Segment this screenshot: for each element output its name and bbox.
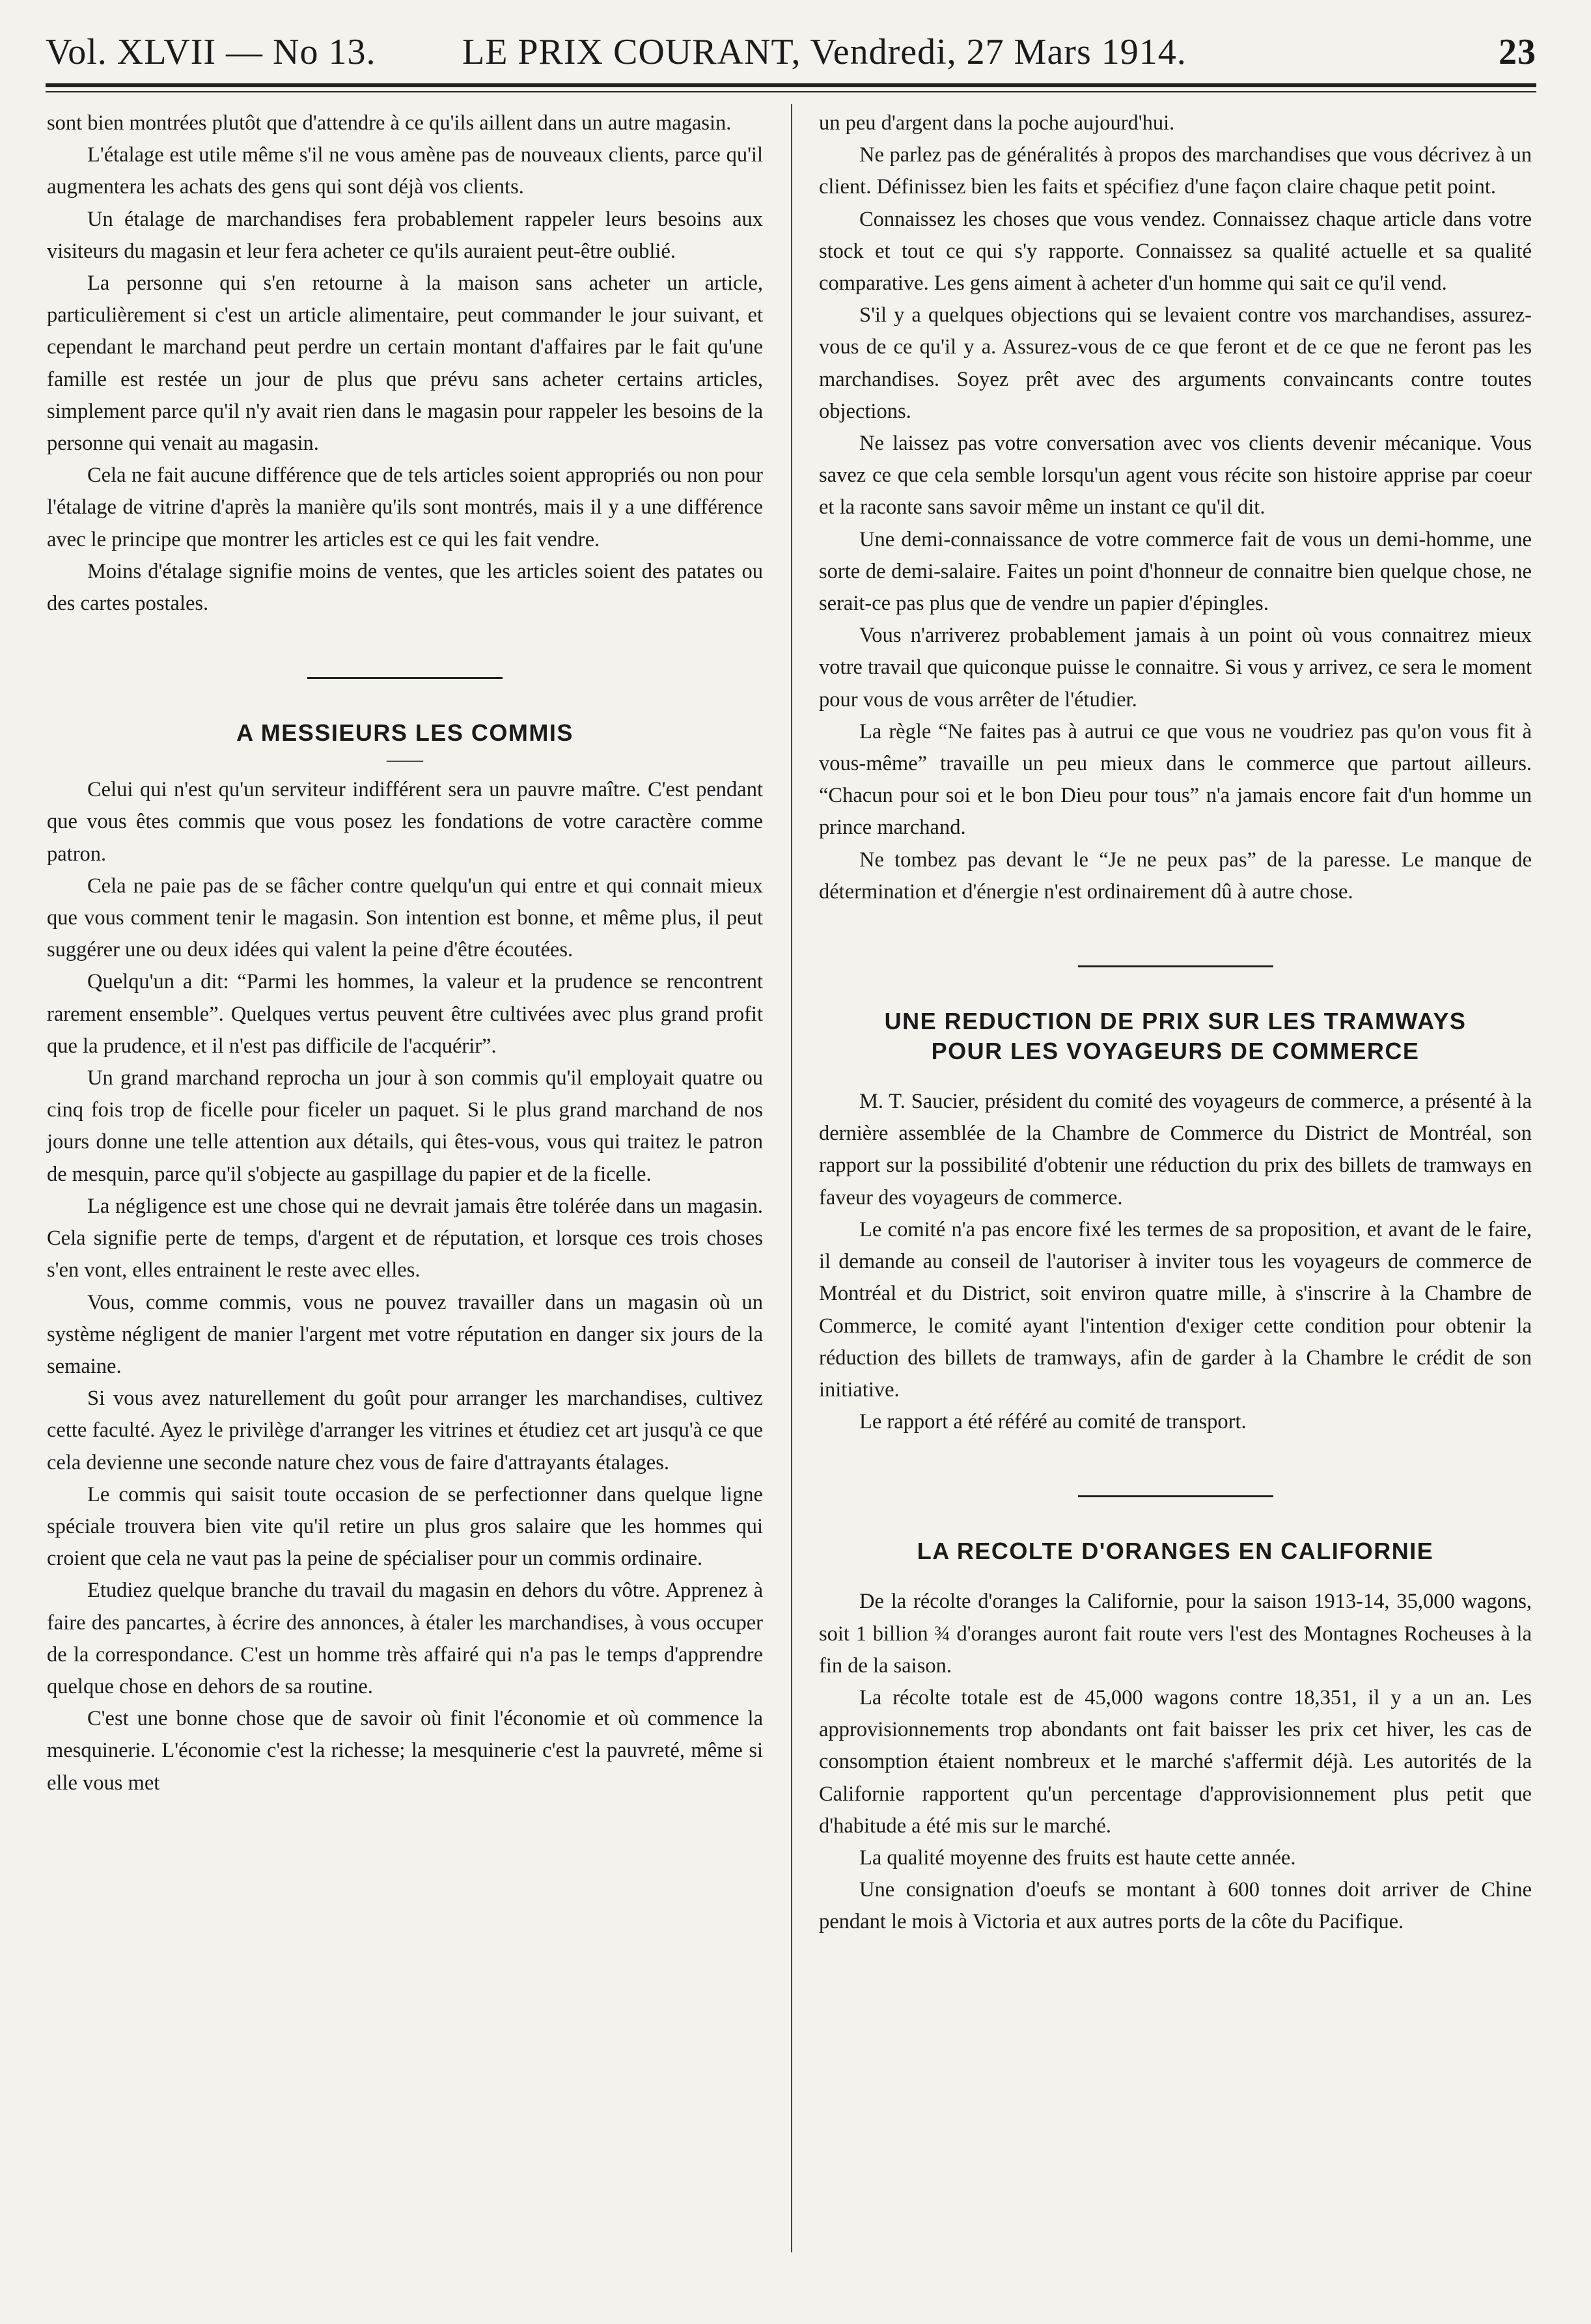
volume-number: Vol. XLVII — No 13. — [46, 32, 376, 72]
paragraph: Vous, comme commis, vous ne pouvez travailler dans un magasin où un système négligent de manier l'argent met votre réputation en danger six jours de la semaine. — [47, 1290, 763, 1378]
paragraph: Une consignation d'oeufs se montant à 600 tonnes doit arriver de Chine pendant le mois à Victoria et aux autres ports de la côte du Pacifique. — [819, 1878, 1532, 1934]
paragraph: Etudiez quelque branche du travail du magasin en dehors du vôtre. Apprenez à faire des pancartes, à écrire des annonces, à étaler les marchandises, à vous occuper de la correspondance. C'est un homme très affairé qui n'a pas le temps d'apprendre quelque chose en dehors de sa routine. — [47, 1579, 763, 1698]
paragraph: De la récolte d'oranges la Californie, pour la saison 1913-14, 35,000 wagons, soit 1 billion ¾ d'oranges auront fait route vers l'est des Montagnes Rocheuses à la fin de la saison. — [819, 1590, 1532, 1678]
paragraph: Celui qui n'est qu'un serviteur indifférent sera un pauvre maître. C'est pendant que vous êtes commis que vous posez les fondations de votre caractère comme patron. — [47, 778, 763, 866]
left-column — [47, 107, 763, 1799]
paragraph: Le rapport a été référé au comité de transport. — [859, 1410, 1247, 1434]
paragraph: Si vous avez naturellement du goût pour arranger les marchandises, cultivez cette faculté. Ayez le privilège d'arranger les vitrines et étudiez cet art jusqu'à ce que cela devienne une seconde nature chez vous de faire d'attrayants étalages. — [47, 1387, 763, 1474]
heading-spacer — [819, 1066, 1532, 1086]
section-separator — [307, 677, 503, 679]
paragraph: Moins d'étalage signifie moins de ventes, que les articles soient des patates ou des cartes postales. — [47, 559, 763, 616]
paragraph: Cela ne paie pas de se fâcher contre quelqu'un qui entre et qui connait mieux que vous comment tenir le magasin. Son intention est bonne, et même plus, il peut suggérer une ou deux idées qui valent la peine d'être écoutées. — [47, 874, 763, 962]
paragraph: Le comité n'a pas encore fixé les termes de sa proposition, et avant de le faire, il demande au conseil de l'autoriser à inviter tous les voyageurs de commerce de Montréal et du District, soit environ quatre mille, à s'inscrire à la Chambre de Commerce, le comité ayant l'intention d'exiger cette condition pour obtenir la réduction des billets de tramways, afin de garder à la Chambre le crédit de son initiative. — [819, 1217, 1532, 1402]
paragraph: La règle “Ne faites pas à autrui ce que vous ne voudriez pas qu'on vous fit à vous-même” travaille un peu mieux dans le commerce que partout ailleurs. “Chacun pour soi et le bon Dieu pour tous” n'a jamais encore fait d'un homme un prince marchand. — [819, 719, 1532, 840]
paragraph: Le commis qui saisit toute occasion de se perfectionner dans quelque ligne spéciale trouvera bien vite qu'il retire un plus gros salaire que les hommes qui croient que cela ne vaut pas la peine de spécialiser pour un commis ordinaire. — [47, 1482, 763, 1571]
paragraph: M. T. Saucier, président du comité des voyageurs de commerce, a présenté à la dernière assemblée de la Chambre de Commerce du District de Montréal, son rapport sur la possibilité d'obtenir une réduction du prix des billets de tramways en faveur des voyageurs de commerce. — [819, 1090, 1532, 1210]
paragraph: un peu d'argent dans la poche aujourd'hui. — [819, 111, 1175, 135]
paragraph: Ne laissez pas votre conversation avec vos clients devenir mécanique. Vous savez ce que cela semble lorsqu'un agent vous récite son histoire apprise par coeur et la raconte sans savoir même un instant ce qu'il dit. — [819, 432, 1532, 519]
paragraph: S'il y a quelques objections qui se levaient contre vos marchandises, assurez-vous de ce qu'il y a. Assurez-vous de ce que feront et de ce que ne feront pas les marchandises. Soyez prêt avec des arguments convaincants contre toutes objections. — [819, 303, 1532, 423]
article-heading-line: UNE REDUCTION DE PRIX SUR LES TRAMWAYS — [884, 1008, 1467, 1035]
heading-spacer — [819, 1566, 1532, 1586]
paragraph: La négligence est une chose qui ne devrait jamais être tolérée dans un magasin. Cela signifie perte de temps, d'argent et de réputation, et lorsque ces trois choses s'en vont, elles entrainent le reste avec elles. — [47, 1194, 763, 1282]
paragraph: Connaissez les choses que vous vendez. Connaissez chaque article dans votre stock et tout ce qui s'y rapporte. Connaissez sa qualité actuelle et sa qualité comparative. Les gens aiment à acheter d'un homme qui sait ce qu'il vend. — [819, 207, 1532, 296]
article-heading: LA RECOLTE D'ORANGES EN CALIFORNIE — [917, 1538, 1434, 1565]
paragraph: Un grand marchand reprocha un jour à son commis qu'il employait quatre ou cinq fois trop de ficelle pour ficeler un paquet. Si le plus grand marchand de nos jours donne une telle attention aux détails, qui êtes-vous, vous qui traitez le patron de mesquin, parce qu'il s'objecte au gaspillage du papier et de la ficelle. — [47, 1066, 763, 1186]
paragraph: Vous n'arriverez probablement jamais à un point où vous connaitrez mieux votre travail que quiconque puisse le connaitre. Si vous y arrivez, ce sera le moment pour vous de vous arrêter de l'étudier. — [819, 624, 1532, 712]
paragraph: L'étalage est utile même s'il ne vous amène pas de nouveaux clients, parce qu'il augmentera les achats des gens qui sont déjà vos clients. — [47, 143, 763, 199]
masthead-title: LE PRIX COURANT, Vendredi, 27 Mars 1914. — [462, 32, 1187, 72]
header-rule-thin — [46, 91, 1536, 92]
page-header — [46, 26, 1536, 78]
column-divider — [791, 104, 792, 2252]
article-heading: A MESSIEURS LES COMMIS — [236, 719, 574, 747]
paragraph: Une demi-connaissance de votre commerce fait de vous un demi-homme, une sorte de demi-salaire. Faites un point d'honneur de connaitre bien quelque chose, ne serait-ce pas plus que de vendre un papier d'épingles. — [819, 527, 1532, 616]
paragraph: sont bien montrées plutôt que d'attendre à ce qu'ils aillent dans un autre magasin. — [47, 111, 732, 135]
paragraph: La récolte totale est de 45,000 wagons contre 18,351, il y a un an. Les approvisionnements trop abondants ont fait baisser les prix cet hiver, les cas de consomption étaient nombreux et le marché s'affermit déjà. Les autorités de la Californie rapportent qu'un percentage d'approvisionnement plus petit que d'habitude a été mis sur le marché. — [819, 1685, 1532, 1838]
paragraph: La personne qui s'en retourne à la maison sans acheter un article, particulièrement si c'est un article alimentaire, peut commander le jour suivant, et cependant le marchand peut perdre un certain montant d'affaires par le fait qu'une famille est restée un jour de plus que prévu sans acheter certains articles, simplement parce qu'il n'y avait rien dans le magasin pour rappeler les besoins de la personne qui venait au magasin. — [47, 271, 763, 456]
paragraph: Ne tombez pas devant le “Je ne peux pas” de la paresse. Le manque de détermination et d'énergie n'est ordinairement dû à autre chose. — [819, 848, 1532, 904]
right-column — [819, 107, 1532, 1939]
paragraph: Quelqu'un a dit: “Parmi les hommes, la valeur et la prudence se rencontrent rarement ensemble”. Quelques vertus peuvent être cultivées avec plus grand profit que la prudence, et il n'est pas difficile de l'acquérir”. — [47, 970, 763, 1058]
heading-dash: —— — [387, 750, 423, 771]
section-separator — [1078, 965, 1273, 967]
paragraph: La qualité moyenne des fruits est haute cette année. — [859, 1846, 1296, 1870]
paragraph: Un étalage de marchandises fera probablement rappeler leurs besoins aux visiteurs du magasin et leur fera acheter ce qu'ils auraient peut-être oublié. — [47, 207, 763, 263]
paragraph: C'est une bonne chose que de savoir où finit l'économie et où commence la mesquinerie. L'économie c'est la richesse; la mesquinerie c'est la pauvreté, même si elle vous met — [47, 1707, 763, 1795]
paragraph: Ne parlez pas de généralités à propos des marchandises que vous décrivez à un client. Définissez bien les faits et spécifiez d'une façon claire chaque petit point. — [819, 143, 1532, 199]
paragraph: Cela ne fait aucune différence que de tels articles soient appropriés ou non pour l'étalage de vitrine d'après la manière qu'ils sont montrés, mais il y a une différence avec le principe que montrer les articles est ce qui les fait vendre. — [47, 463, 763, 551]
section-separator — [1078, 1495, 1273, 1497]
header-rule — [46, 83, 1536, 87]
article-heading-line: POUR LES VOYAGEURS DE COMMERCE — [931, 1038, 1420, 1065]
page-number: 23 — [1499, 32, 1536, 72]
